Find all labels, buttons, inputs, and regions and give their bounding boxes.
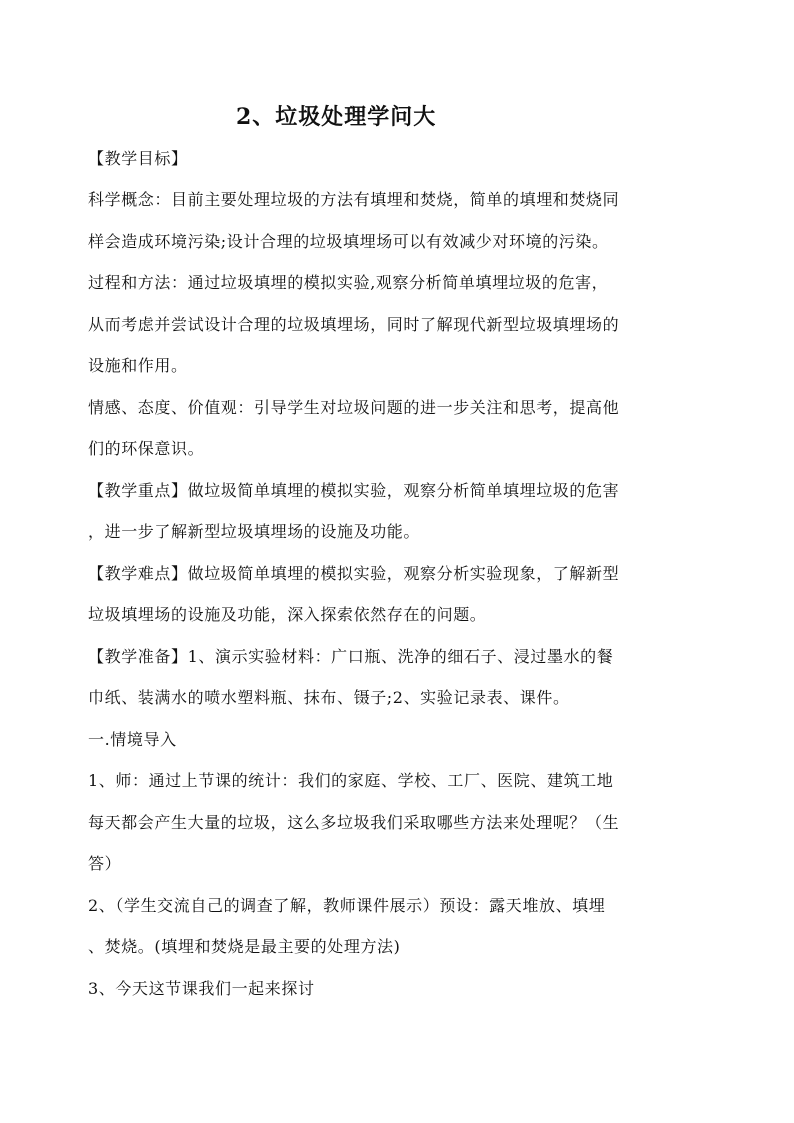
paragraph-line: 从而考虑并尝试设计合理的垃圾填埋场，同时了解现代新型垃圾填埋场的 [88, 315, 620, 334]
paragraph-line: 样会造成环境污染;设计合理的垃圾填埋场可以有效减少对环境的污染。 [88, 232, 609, 251]
paragraph-line: 、焚烧。(填埋和焚烧是最主要的处理方法) [88, 937, 401, 956]
paragraph-line: 【教学重点】做垃圾简单填埋的模拟实验，观察分析简单填埋垃圾的危害 [88, 481, 620, 500]
paragraph-line: 每天都会产生大量的垃圾，这么多垃圾我们采取哪些方法来处理呢？（生 [88, 813, 620, 832]
paragraph-line: 【教学准备】1、演示实验材料：广口瓶、洗净的细石子、浸过墨水的餐 [88, 647, 614, 666]
paragraph-line: 情感、态度、价值观：引导学生对垃圾问题的进一步关注和思考，提高他 [88, 398, 620, 417]
paragraph-line: 过程和方法：通过垃圾填埋的模拟实验,观察分析简单填埋垃圾的危害， [88, 273, 609, 292]
section-heading-intro: 一.情境导入 [88, 730, 177, 749]
paragraph-line: 2、（学生交流自己的调查了解，教师课件展示）预设：露天堆放、填埋 [88, 896, 606, 915]
paragraph-line: 3、今天这节课我们一起来探讨 [88, 979, 315, 998]
paragraph-line: 巾纸、装满水的喷水塑料瓶、抹布、镊子;2、实验记录表、课件。 [88, 688, 570, 707]
paragraph-line: 垃圾填埋场的设施及功能，深入探索依然存在的问题。 [88, 605, 487, 624]
paragraph-line: 【教学难点】做垃圾简单填埋的模拟实验，观察分析实验现象，了解新型 [88, 564, 620, 583]
paragraph-line: 设施和作用。 [88, 356, 188, 375]
paragraph-line: 1、师：通过上节课的统计：我们的家庭、学校、工厂、医院、建筑工地 [88, 771, 614, 790]
paragraph-line: 科学概念：目前主要处理垃圾的方法有填埋和焚烧，简单的填埋和焚烧同 [88, 190, 620, 209]
paragraph-line: 们的环保意识。 [88, 439, 205, 458]
paragraph-line: 答） [88, 854, 122, 873]
document-title: 2、垃圾处理学问大 [236, 104, 437, 130]
paragraph-line: ，进一步了解新型垃圾填埋场的设施及功能。 [88, 522, 421, 541]
section-heading-objectives: 【教学目标】 [88, 149, 188, 168]
